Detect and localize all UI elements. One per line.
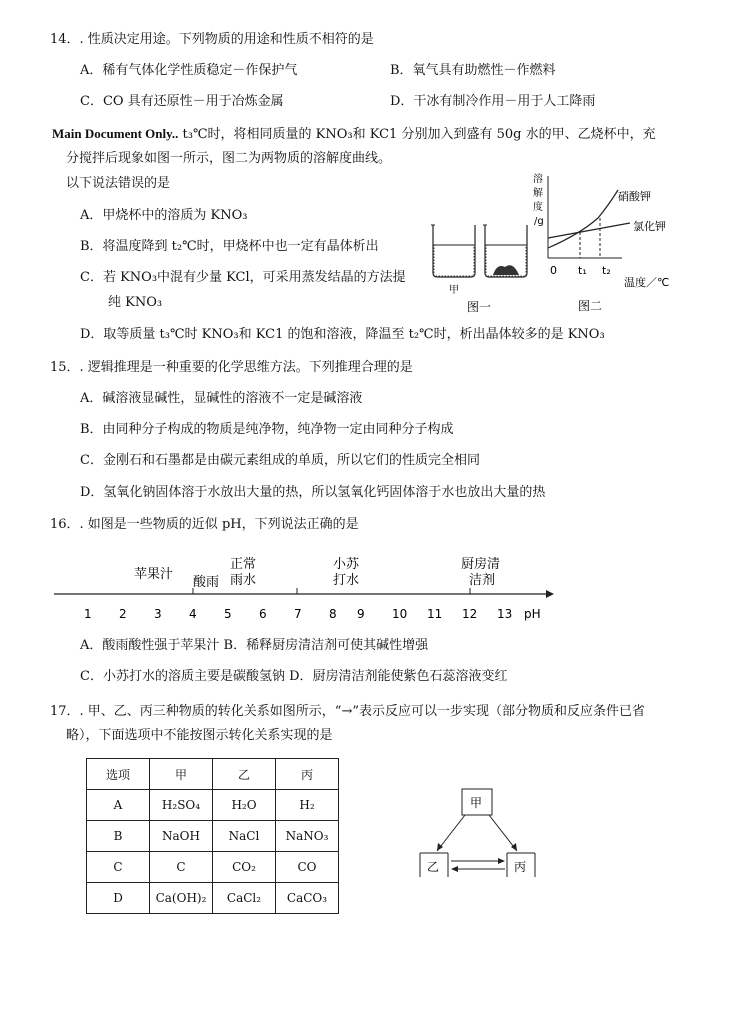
- q16-options-ab: A．酸雨酸性强于苹果汁 B．稀释厨房清洁剂可使其碱性增强: [80, 638, 429, 653]
- beaker-yi: [483, 225, 527, 277]
- origin-label: 0: [550, 264, 557, 277]
- q17-stem-line1: 17．. 甲、乙、丙三种物质的转化关系如图所示，“→”表示反应可以一步实现（部分物质和反应条件已省: [50, 704, 645, 719]
- table-cell: A: [87, 790, 150, 821]
- table-cell: H₂O: [213, 790, 276, 821]
- baking-soda-label-1: 小苏: [333, 557, 360, 572]
- q14-option-c: C．CO 具有还原性－用于冶炼金属: [80, 94, 284, 109]
- q15-stem: 15．. 逻辑推理是一种重要的化学思维方法。下列推理合理的是: [50, 360, 413, 375]
- ph-tick-9: 9: [357, 607, 365, 621]
- q14-option-d: D．干冰有制冷作用－用于人工降雨: [390, 94, 596, 109]
- q14b-option-c-line1: C．若 KNO₃中混有少量 KCl，可采用蒸发结晶的方法提: [80, 270, 406, 285]
- table-cell: NaNO₃: [276, 821, 339, 852]
- table-cell: NaCl: [213, 821, 276, 852]
- beaker-jia: [431, 225, 475, 277]
- ph-unit: pH: [524, 607, 541, 621]
- figure-one-beakers: [425, 215, 535, 315]
- q14b-option-a: A．甲烧杯中的溶质为 KNO₃: [80, 208, 248, 223]
- ph-tick-8: 8: [329, 607, 337, 621]
- q14b-option-b: B．将温度降到 t₂℃时，甲烧杯中也一定有晶体析出: [80, 239, 379, 254]
- table-cell: D: [87, 883, 150, 914]
- q14b-stem-text: t₃℃时，将相同质量的 KNO₃和 KC1 分别加入到盛有 50g 水的甲、乙烧杯中，充: [178, 127, 656, 142]
- arrow-yi-to-bing-head: [498, 858, 505, 864]
- kitchen-cleaner-label-2: 洁剂: [469, 573, 496, 588]
- q14b-stem-line2: 分搅拌后现象如图一所示，图二为两物质的溶解度曲线。: [66, 151, 392, 166]
- ph-tick-6: 6: [259, 607, 267, 621]
- ph-axis-arrowhead: [546, 590, 554, 598]
- table-header-row: [87, 759, 339, 790]
- table-header-cell: 选项: [87, 759, 150, 790]
- q14-option-b: B．氧气具有助燃性－作燃料: [390, 63, 556, 78]
- beaker-jia-label: 甲: [449, 285, 459, 296]
- kitchen-cleaner-label-1: 厨房清: [461, 557, 501, 572]
- ph-tick-13: 13: [497, 607, 513, 621]
- table-cell: CO: [276, 852, 339, 883]
- table-row: [87, 852, 339, 883]
- q14b-option-d: D．取等质量 t₃℃时 KNO₃和 KC1 的饱和溶液，降温至 t₂℃时，析出晶体较多的是 KNO₃: [80, 327, 605, 342]
- table-header-cell: 丙: [276, 759, 339, 790]
- kno3-curve: [548, 190, 618, 248]
- table-cell: CO₂: [213, 852, 276, 883]
- table-cell: C: [87, 852, 150, 883]
- figure-two-caption: 图二: [578, 299, 603, 313]
- table-header-cell: 乙: [213, 759, 276, 790]
- arrow-bing-to-yi-head: [451, 866, 458, 872]
- q15-option-c: C．金刚石和石墨都是由碳元素组成的单质，所以它们的性质完全相同: [80, 453, 480, 468]
- node-yi-label: 乙: [427, 860, 440, 874]
- ph-tick-labels: [84, 607, 541, 621]
- table-cell: Ca(OH)₂: [150, 883, 213, 914]
- q17-stem-line2: 略），下面选项中不能按图示转化关系实现的是: [66, 728, 333, 743]
- table-header-cell: 甲: [150, 759, 213, 790]
- baking-soda-label-2: 打水: [333, 573, 360, 588]
- acid-rain-label: 酸雨: [193, 575, 220, 590]
- x-axis-label: 温度／℃: [624, 276, 670, 289]
- table-cell: H₂SO₄: [150, 790, 213, 821]
- y-axis-label-4: /g: [534, 216, 544, 227]
- y-axis-label-2: 解: [533, 188, 543, 199]
- table-cell: CaCl₂: [213, 883, 276, 914]
- ph-tick-12: 12: [462, 607, 478, 621]
- conversion-diagram: [415, 785, 545, 885]
- q15-option-b: B．由同种分子构成的物质是纯净物，纯净物一定由同种分子构成: [80, 422, 454, 437]
- q14b-option-c-line2: 纯 KNO₃: [108, 295, 163, 310]
- table-cell: H₂: [276, 790, 339, 821]
- figure-one-caption: 图一: [467, 300, 492, 314]
- watermark-text: Main Document Only..: [52, 126, 179, 141]
- q14b-stem-line1: [52, 125, 656, 144]
- ph-tick-4: 4: [189, 607, 197, 621]
- t1-label: t₁: [578, 264, 587, 277]
- table-row: [87, 821, 339, 852]
- table-cell: B: [87, 821, 150, 852]
- ph-tick-5: 5: [224, 607, 232, 621]
- y-axis-label-1: 溶: [533, 174, 543, 185]
- node-bing-label: 丙: [514, 860, 527, 874]
- q17-options-table: [86, 758, 339, 914]
- q14-stem: 14．. 性质决定用途。下列物质的用途和性质不相符的是: [50, 32, 374, 47]
- kcl-label: 氯化钾: [633, 220, 666, 233]
- table-row: [87, 883, 339, 914]
- ph-tick-10: 10: [392, 607, 408, 621]
- ph-tick-11: 11: [427, 607, 443, 621]
- t2-label: t₂: [602, 264, 611, 277]
- node-jia-label: 甲: [470, 796, 483, 810]
- q15-option-d: D．氢氧化钠固体溶于水放出大量的热，所以氢氧化钙固体溶于水也放出大量的热: [80, 485, 546, 500]
- normal-rain-label-1: 正常: [230, 557, 257, 572]
- q14-option-a: A．稀有气体化学性质稳定－作保护气: [80, 63, 298, 78]
- table-cell: NaOH: [150, 821, 213, 852]
- q16-stem: 16．. 如图是一些物质的近似 pH，下列说法正确的是: [50, 517, 359, 532]
- normal-rain-label-2: 雨水: [230, 573, 257, 588]
- y-axis-label-3: 度: [533, 202, 543, 213]
- table-cell: C: [150, 852, 213, 883]
- ph-tick-1: 1: [84, 607, 92, 621]
- ph-tick-2: 2: [119, 607, 127, 621]
- figure-two-solubility-chart: [530, 168, 690, 318]
- kno3-label: 硝酸钾: [618, 190, 651, 203]
- q15-option-a: A．碱溶液显碱性，显碱性的溶液不一定是碱溶液: [80, 391, 363, 406]
- ph-scale-diagram: [50, 548, 570, 628]
- apple-juice-label: 苹果汁: [134, 567, 174, 582]
- table-row: [87, 790, 339, 821]
- ph-tick-7: 7: [294, 607, 302, 621]
- q14b-stem-line3: 以下说法错误的是: [66, 176, 171, 191]
- ph-tick-3: 3: [154, 607, 162, 621]
- q16-options-cd: C．小苏打水的溶质主要是碳酸氢钠 D．厨房清洁剂能使紫色石蕊溶液变红: [80, 669, 508, 684]
- table-cell: CaCO₃: [276, 883, 339, 914]
